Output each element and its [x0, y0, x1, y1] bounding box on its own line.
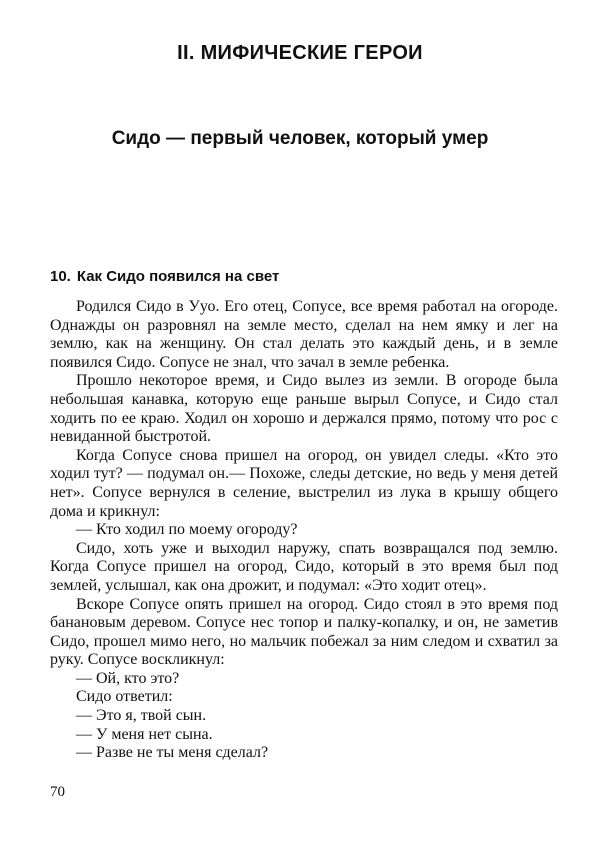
- dialogue-line: — У меня нет сына.: [76, 725, 213, 743]
- paragraph: Прошло некоторое время, и Сидо вылез из земли. В огороде была небольшая канавка, которую еще раньше вырыл Сопусе, и Сидо стал ходить по ее краю. Ходил он хорошо и держался прямо, потому что рос с невиданной быстротой.: [50, 372, 558, 446]
- dialogue-line: — Ой, кто это?: [76, 669, 180, 687]
- paragraph: Родился Сидо в Ууо. Его отец, Сопусе, все время работал на огороде. Однажды он разровнял на земле место, сделал на нем ямку и лег на землю, как на женщину. Он стал делать это каждый день, и в земле появился Сидо. Сопусе не знал, что зачал в земле ребенка.: [50, 298, 558, 371]
- paragraph: Сидо, хоть уже и выходил наружу, спать возвращался под землю. Когда Сопусе пришел на огород, Сидо, который в это время был под землей, услышал, как она дрожит, и подумал: «Это ходит отец».: [50, 539, 558, 594]
- dialogue-line: — Это я, твой сын.: [76, 707, 207, 725]
- paragraph: Когда Сопусе снова пришел на огород, он увидел следы. «Кто это ходил тут? — подумал он.— Похоже, следы детские, но ведь у меня детей нет». Сопусе вернулся в селение, выстрелил из лука в крышу общего дома и крикнул:: [50, 446, 558, 520]
- page-number: 70: [50, 784, 65, 800]
- chapter-title: Как Сидо появился на свет: [76, 268, 280, 285]
- chapter-heading: [50, 268, 279, 285]
- paragraph: Сидо ответил:: [76, 688, 173, 706]
- dialogue-line: — Разве не ты меня сделал?: [76, 744, 269, 762]
- chapter-number: 10.: [50, 268, 71, 285]
- body-text: [50, 298, 558, 763]
- dialogue-line: — Кто ходил по моему огороду?: [76, 521, 298, 539]
- part-title: II. МИФИЧЕСКИЕ ГЕРОИ: [177, 42, 423, 64]
- paragraph: Вскоре Сопусе опять пришел на огород. Сидо стоял в это время под банановым деревом. Сопусе нес топор и палку-копалку, и он, не заметив Сидо, прошел мимо него, но мальчик побежал за ним следом и схватил за руку. Сопусе воскликнул:: [50, 595, 558, 669]
- section-title: Сидо — первый человек, который умер: [111, 128, 489, 149]
